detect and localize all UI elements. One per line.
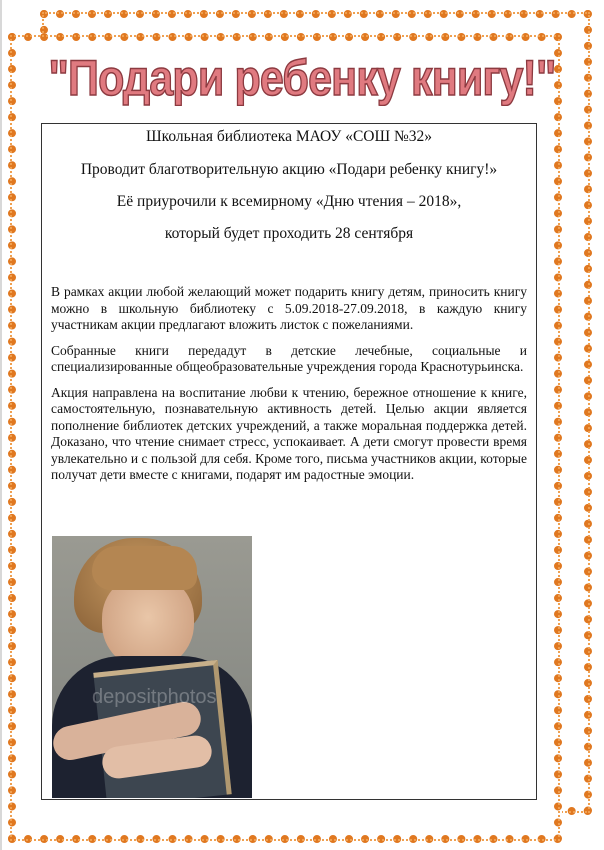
header-line-library: Школьная библиотека МАОУ «СОШ №32» [145, 128, 433, 145]
poster-title: "Подари ребенку книгу!" [48, 50, 556, 106]
child-with-book-photo [52, 536, 252, 798]
photo-bangs [92, 546, 197, 590]
paragraph-how-to-participate: В рамках акции любой желающий может подарить книгу детям, приносить книгу можно в школьную библиотеку с 5.09.2018-27.09.2018, в каждую книгу участникам акции предлагают вложить листок с пожеланиями. [51, 284, 527, 332]
content-box [41, 123, 537, 800]
header-line-reading-day: Её приурочили к всемирному «Дню чтения – 2018», [116, 193, 462, 210]
header-line-date: который будет проходить 28 сентября [164, 225, 414, 242]
photo-watermark: depositphotos [92, 686, 217, 708]
paragraph-recipients: Собранные книги передадут в детские лечебные, социальные и специализированные общеобразовательные учреждения города Краснотурьинска. [51, 342, 527, 374]
header-line-campaign: Проводит благотворительную акцию «Подари ребенку книгу!» [80, 161, 498, 178]
page-edge [0, 0, 2, 850]
paragraph-goals: Акция направлена на воспитание любви к чтению, бережное отношение к книге, самостоятельную, познавательную активность детей. Целью акции является пополнение библиотек детских учреждений, а также моральная поддержка детей. Доказано, что чтение снимает стресс, успокаивает. А дети смогут провести время увлекательно и с пользой для себя. Кроме того, письма участников акции, которые получат дети вместе с книгами, подарят им радостные эмоции. [51, 384, 527, 482]
